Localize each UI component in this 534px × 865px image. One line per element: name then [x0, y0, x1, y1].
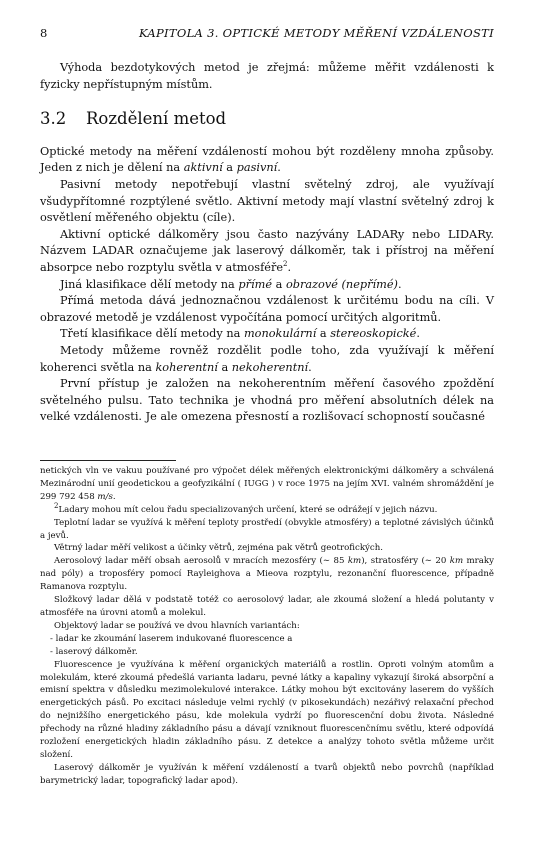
footnote-paragraph: Fluorescence je využívána k měření organických materiálů a rostlin. Oproti volným atomům a molekulám, které zkoumá předešlá varianta ladaru, pevné látky a kapaliny vykazují široká absorpční a emisní spektra v důsledku mezimolekulové interakce. Látky mohou být excitovány laserem do vyšších energetických pásů. Po excitaci následuje velmi rychlý (v pikosekundách) nezářivý relaxační přechod do nejnižšího energetického pásu, kde molekula vydrží po fluorescenční dobu života. Následné přechody na různé hladiny základního pásu a dávají vzniknout fluorescenčnímu světlu, které odpovídá rozložení energetických hladin základního pásu. Z detekce a analýzy tohoto světla můžeme určit složení. — [40, 659, 494, 760]
intro-paragraph: Výhoda bezdotykových metod je zřejmá: můžeme měřit vzdálenosti k fyzicky nepřístupným místům. — [40, 61, 494, 91]
footnote-paragraph: Teplotní ladar se využívá k měření teploty prostředí (obvykle atmosféry) a teplotné závislých účinků a jevů. — [40, 517, 494, 541]
footnote-continuation: netických vln ve vakuu používané pro výpočet délek měřených elektronickými dálkoměry a schválená Mezinárodní unií geodetickou a geofyzikální ( IUGG ) v roce 1975 na jejím XVI. valném shromáždění je 299 792 458 m/s. — [40, 466, 494, 502]
footnote-paragraph: Laserový dálkoměr je využíván k měření vzdáleností a tvarů objektů nebo povrchů (například barymetrický ladar, topografický ladar apod). — [40, 762, 494, 786]
section-title: Rozdělení metod — [86, 109, 227, 129]
main-text — [40, 60, 494, 426]
paragraph: Optické metody na měření vzdáleností mohou být rozděleny mnoha způsoby. Jeden z nich je dělení na aktivní a pasivní. — [40, 144, 494, 175]
running-header — [40, 26, 494, 42]
paragraph: Aktivní optické dálkoměry jsou často nazývány LADARy nebo LIDARy. Názvem LADAR označujeme jak laserový dálkoměr, tak i přístroj na měření absorpce nebo rozptylu světla v atmosféře$^2$. — [40, 227, 494, 274]
list-item: - ladar ke zkoumání laserem indukované fluorescence a — [50, 633, 293, 644]
paragraph: Přímá metoda dává jednoznačnou vzdálenost k určitému bodu na cíli. V obrazové metodě je vzdálenost vypočítána pomocí určitých algoritmů. — [40, 294, 494, 324]
footnote-number: 2 — [54, 501, 59, 510]
running-title: KAPITOLA 3. OPTICKÉ METODY MĚŘENÍ VZDÁLENOSTI — [138, 26, 494, 40]
paragraph: Metody můžeme rovněž rozdělit podle toho, zda využívají k měření koherenci světla na koherentní a nekoherentní. — [40, 343, 494, 374]
footnote-paragraph: Složkový ladar dělá v podstatě totéž co aerosolový ladar, ale zkoumá složení a hledá polutanty v atmosféře na úrovni atomů a molekul. — [40, 595, 494, 618]
footnotes — [40, 465, 494, 788]
paragraph: Pasivní metody nepotřebují vlastní světelný zdroj, ale využívají všudypřítomné rozptýlené světlo. Aktivní metody mají vlastní světelný zdroj k osvětlení měřeného objektu (cíle). — [40, 177, 494, 225]
page-number: 8 — [40, 26, 48, 40]
footnote-paragraph: Objektový ladar se používá ve dvou hlavních variantách: — [54, 620, 300, 631]
section-heading — [40, 111, 494, 128]
footnote: $^2$Ladary mohou mít celou řadu specializovaných určení, které se odrážejí v jejich názvu. — [54, 501, 438, 515]
paragraph: První přístup je založen na nekoherentním měření časového zpoždění světelného pulsu. Tato technika je vhodná pro měření absolutních délek na velké vzdálenosti. Je ale omezena přesností a rozlišovací schopností současné — [40, 377, 494, 424]
paragraph: Jiná klasifikace dělí metody na přímé a obrazové (nepřímé). — [60, 277, 402, 291]
paragraph: Třetí klasifikace dělí metody na monokulární a stereoskopické. — [60, 327, 420, 341]
section-number: 3.2 — [40, 109, 67, 129]
list-item: - laserový dálkoměr. — [50, 646, 138, 657]
footnote-rule — [40, 460, 176, 461]
footnote-marker: 2 — [283, 260, 288, 269]
footnote-paragraph: Větrný ladar měří velikost a účinky větrů, zejména pak větrů geotrofických. — [54, 543, 383, 554]
footnote-paragraph: Aerosolový ladar měří obsah aerosolů v mracích mezosféry (∼ 85 km), stratosféry (∼ 20 km mraky nad póly) a troposféry pomocí Rayleighova a Mieova rozptylu, rezonanční fluorescence, případně Ramanova rozptylu. — [40, 556, 494, 593]
